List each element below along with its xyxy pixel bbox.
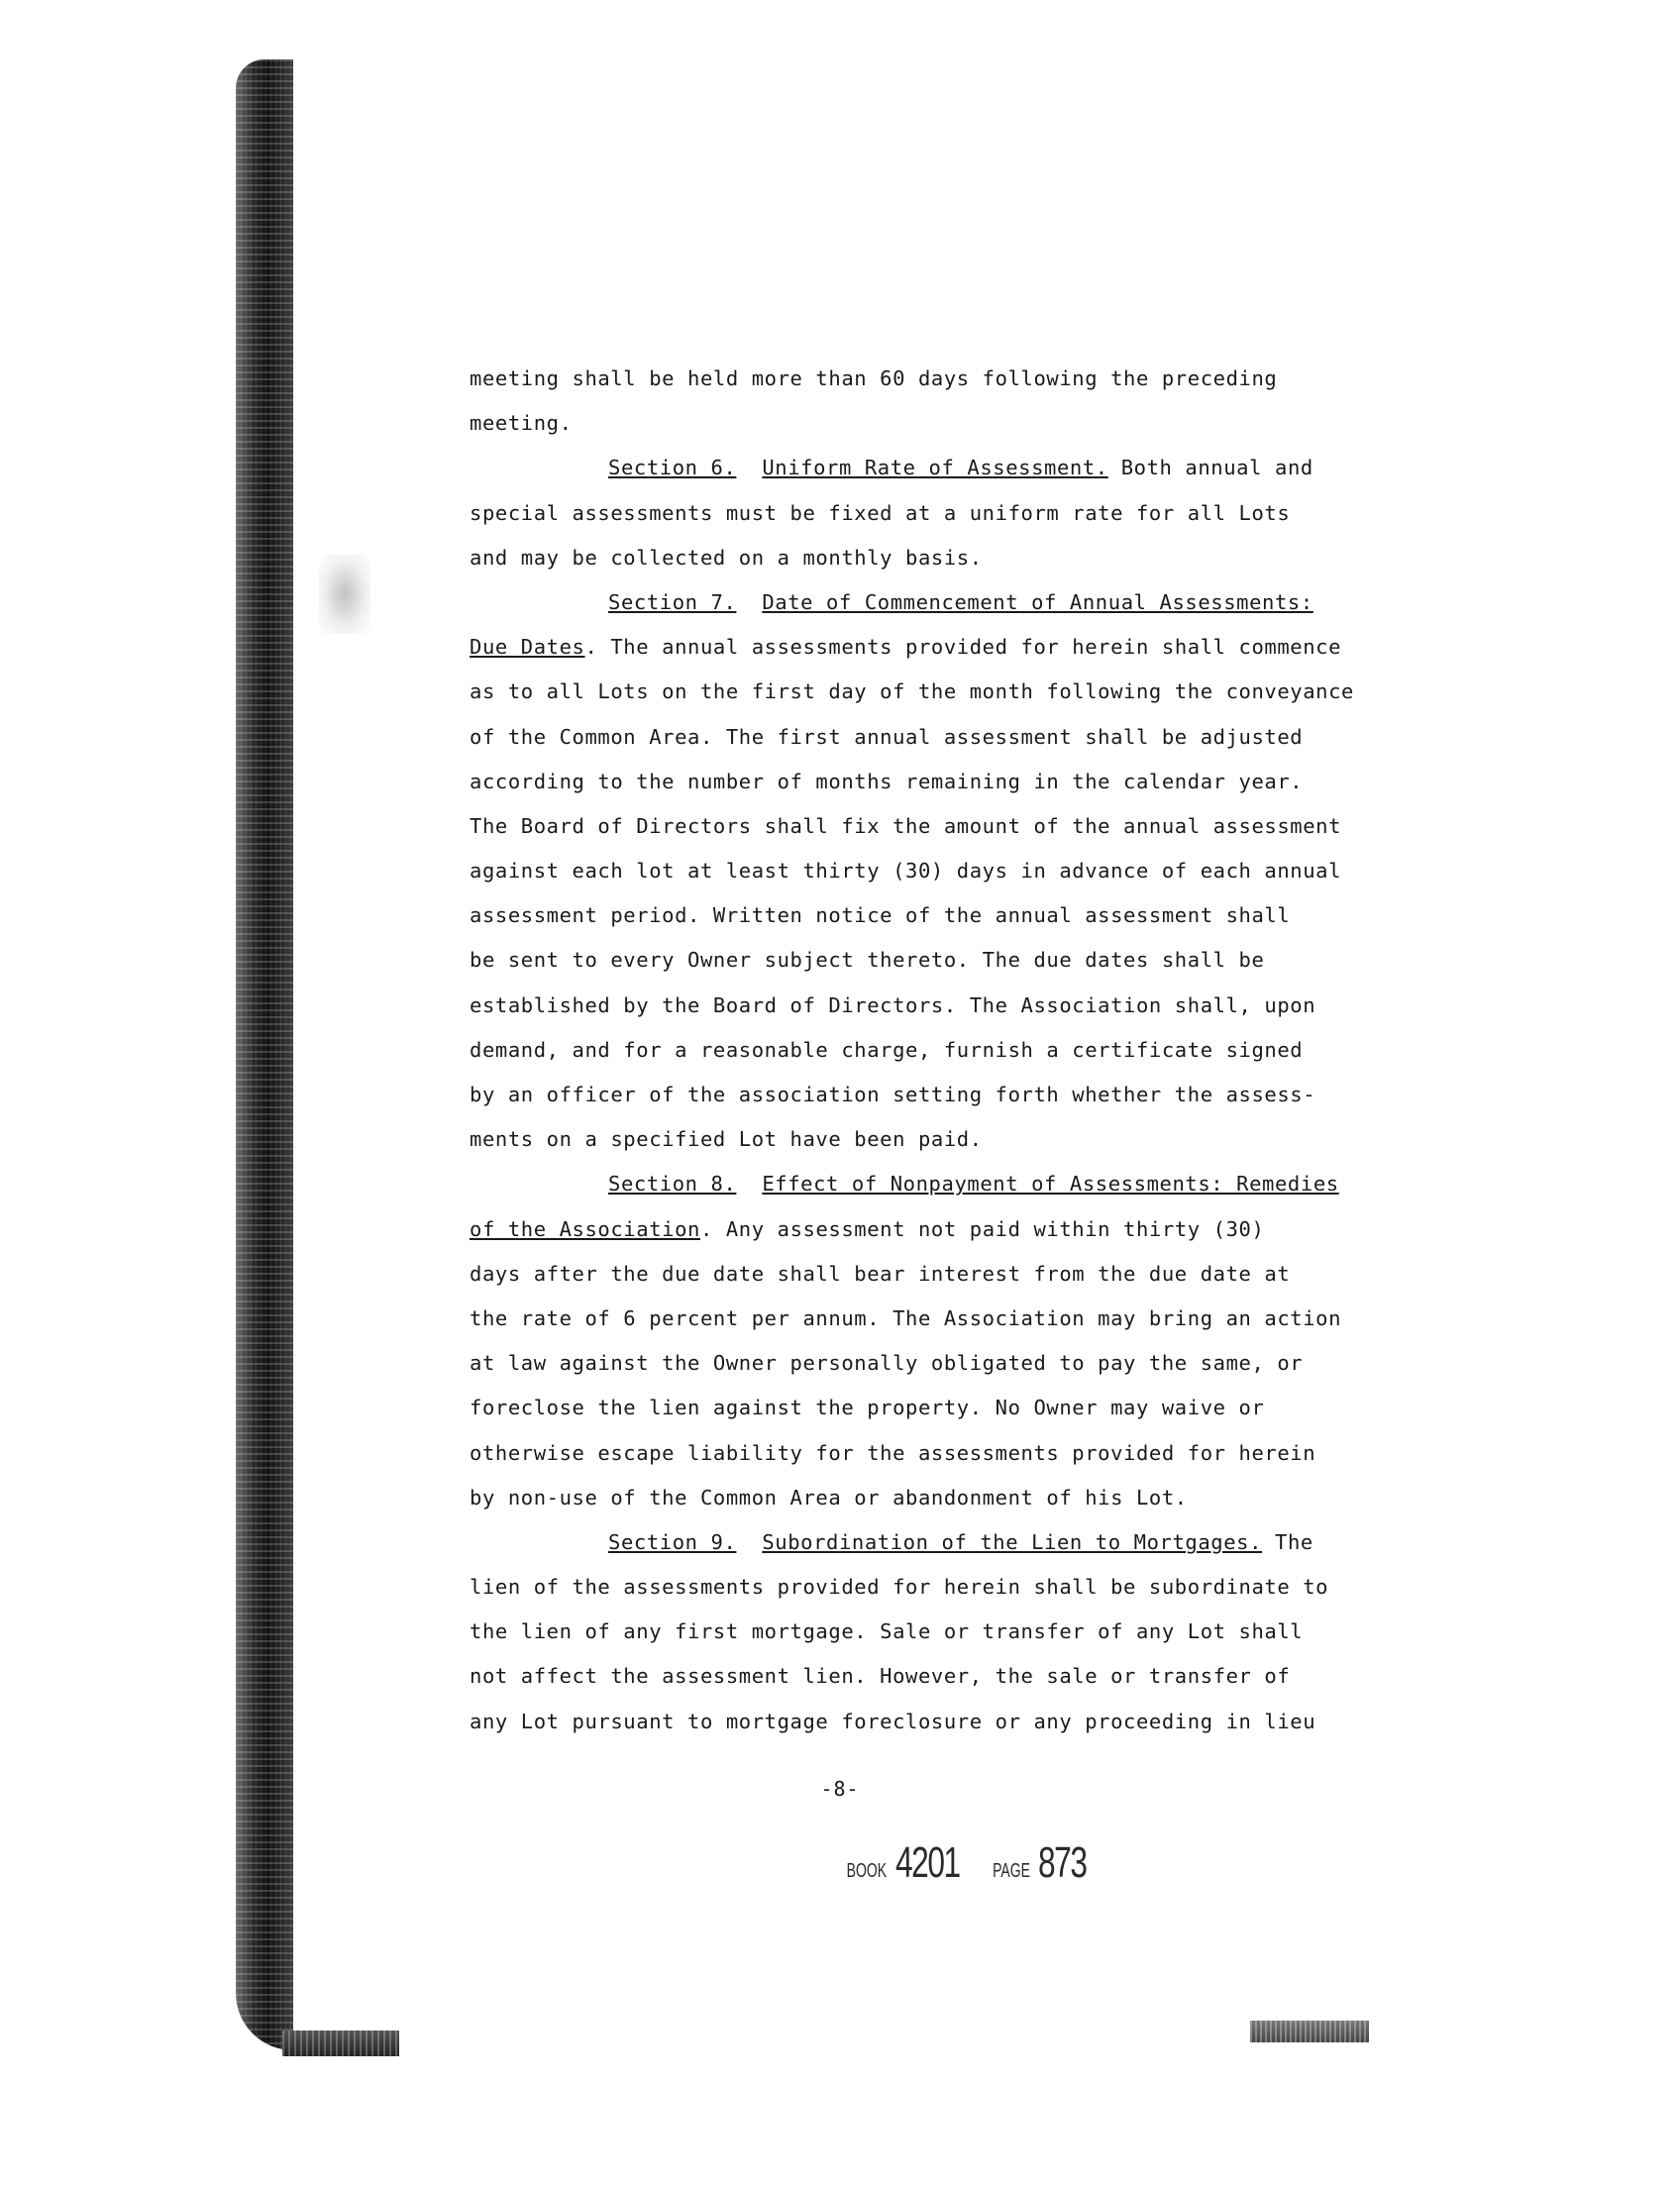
scan-smudge — [319, 555, 370, 634]
body-line: the lien of any first mortgage. Sale or transfer of any Lot shall — [470, 1619, 1304, 1644]
section-8-title: Effect of Nonpayment of Assessments: Remedies — [762, 1172, 1339, 1197]
body-line: any Lot pursuant to mortgage foreclosure or any proceeding in lieu — [470, 1709, 1316, 1733]
scan-binding-edge — [236, 59, 293, 2050]
section-7-label: Section 7. — [608, 589, 737, 614]
body-line: . Any assessment not paid within thirty (30) — [699, 1216, 1265, 1241]
book-label: BOOK — [846, 1860, 888, 1882]
page-label: PAGE — [992, 1860, 1030, 1882]
body-line: foreclose the lien against the property. No Owner may waive or — [470, 1396, 1265, 1420]
section-7-title-continued: Due Dates — [470, 635, 585, 660]
body-line: of the Common Area. The first annual assessment shall be adjusted — [470, 724, 1304, 749]
section-8-title-continued: of the Association — [470, 1216, 700, 1241]
body-line: days after the due date shall bear interest from the due date at — [470, 1261, 1291, 1286]
body-line: Both annual and — [1107, 456, 1313, 480]
section-9-label: Section 9. — [608, 1529, 737, 1554]
book-page-stamp — [838, 1838, 1104, 1888]
body-line: . The annual assessments provided for herein shall commence — [584, 635, 1342, 660]
document-body — [470, 357, 1420, 1744]
body-line: assessment period. Written notice of the annual assessment shall — [470, 903, 1291, 928]
body-line: lien of the assessments provided for herein shall be subordinate to — [470, 1575, 1329, 1600]
section-6-label: Section 6. — [608, 456, 737, 480]
book-number: 4201 — [894, 1838, 960, 1887]
scan-edge-bottom — [282, 2031, 399, 2056]
body-line: by non-use of the Common Area or abandonment of his Lot. — [470, 1485, 1188, 1510]
body-line: meeting shall be held more than 60 days following the preceding — [470, 366, 1278, 390]
body-line: otherwise escape liability for the assessments provided for herein — [470, 1440, 1316, 1465]
body-line: ments on a specified Lot have been paid. — [470, 1127, 983, 1152]
section-9-heading-line — [470, 1520, 1420, 1565]
body-line: the rate of 6 percent per annum. The Association may bring an action — [470, 1305, 1342, 1330]
section-8-heading-continued — [470, 1207, 1420, 1252]
body-line: not affect the assessment lien. However, the sale or transfer of — [470, 1664, 1291, 1689]
body-line: be sent to every Owner subject thereto. The due dates shall be — [470, 948, 1265, 973]
section-8-label: Section 8. — [608, 1172, 737, 1197]
body-line: at law against the Owner personally obligated to pay the same, or — [470, 1351, 1304, 1376]
body-line: against each lot at least thirty (30) days in advance of each annual — [470, 859, 1342, 884]
body-line: according to the number of months remaining in the calendar year. — [470, 769, 1304, 793]
page-number: -8- — [820, 1777, 860, 1801]
section-7-title: Date of Commencement of Annual Assessments: — [762, 589, 1313, 614]
body-line: The — [1262, 1529, 1313, 1554]
body-line: demand, and for a reasonable charge, furnish a certificate signed — [470, 1037, 1304, 1062]
body-line: by an officer of the association setting forth whether the assess- — [470, 1083, 1316, 1106]
section-9-title: Subordination of the Lien to Mortgages. — [762, 1529, 1263, 1554]
scan-corner-right — [1250, 2021, 1369, 2042]
body-line: and may be collected on a monthly basis. — [470, 545, 983, 570]
body-line: meeting. — [470, 411, 573, 436]
section-8-heading-line — [470, 1162, 1420, 1206]
section-6-heading-line — [470, 446, 1420, 490]
section-7-heading-line — [470, 580, 1420, 625]
body-line: special assessments must be fixed at a uniform rate for all Lots — [470, 500, 1291, 525]
body-line: established by the Board of Directors. The Association shall, upon — [470, 992, 1316, 1017]
body-line: as to all Lots on the first day of the month following the conveyance — [470, 679, 1355, 704]
page-value: 873 — [1037, 1838, 1087, 1887]
body-line: The Board of Directors shall fix the amount of the annual assessment — [470, 813, 1342, 838]
section-6-title: Uniform Rate of Assessment. — [762, 456, 1108, 480]
section-7-heading-continued — [470, 625, 1420, 670]
